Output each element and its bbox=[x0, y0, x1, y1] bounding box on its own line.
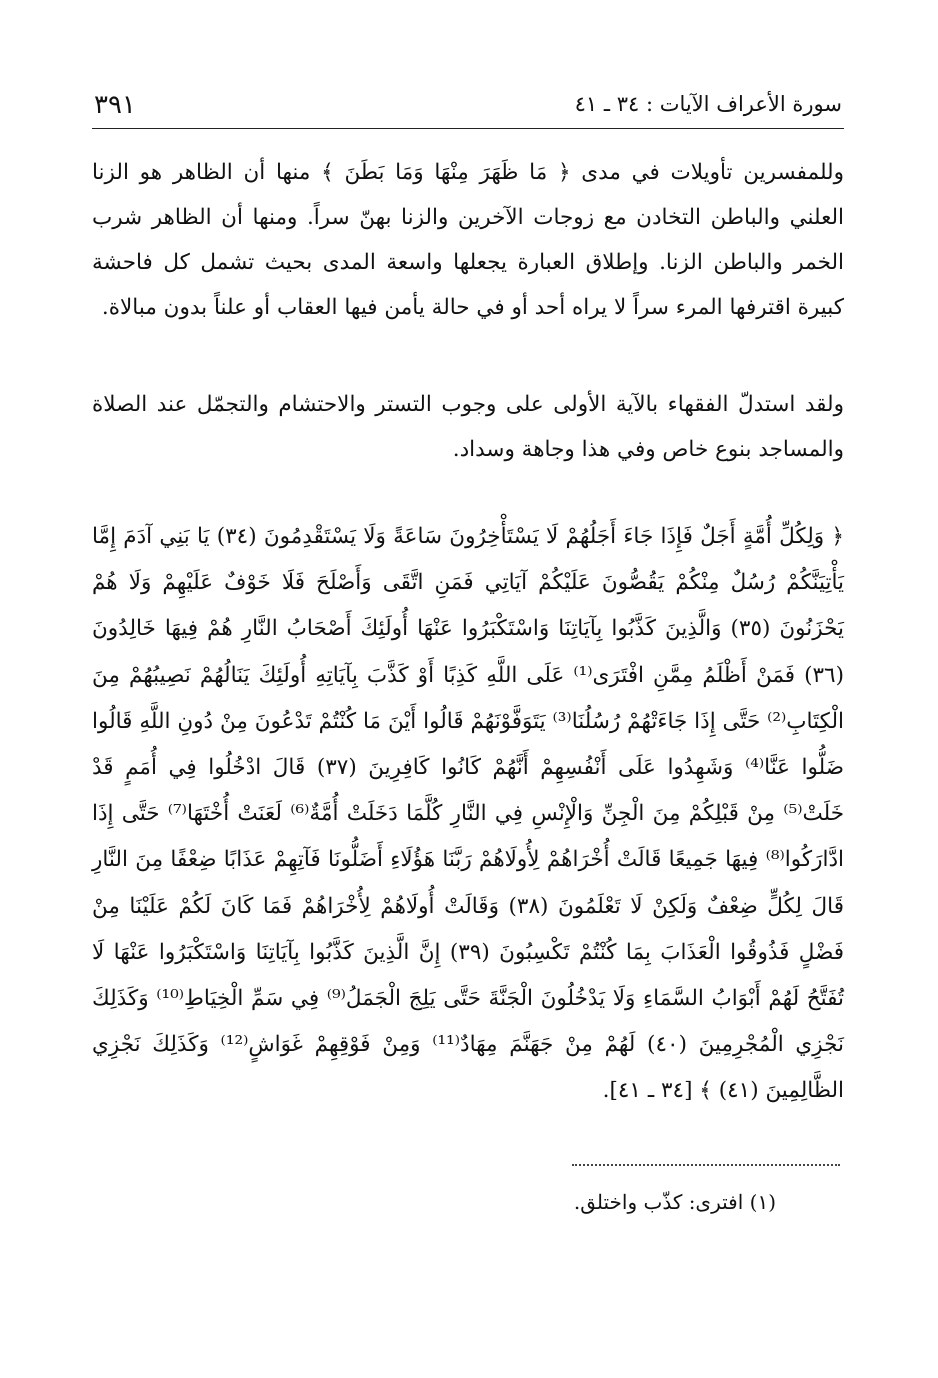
footnote-divider bbox=[572, 1164, 840, 1166]
running-title: سورة الأعراف الآيات : ٣٤ ـ ٤١ bbox=[574, 92, 842, 116]
footnote-1: (١) افترى: كذّب واختلق. bbox=[573, 1190, 776, 1214]
page-number: ٣٩١ bbox=[94, 90, 136, 120]
page-header bbox=[92, 88, 844, 129]
quran-verses-block: ﴿ وَلِكُلِّ أُمَّةٍ أَجَلٌ فَإِذَا جَاءَ أَجَلُهُمْ لَا يَسْتَأْخِرُونَ سَاعَةً وَلَا يَسْتَقْدِمُونَ (٣٤) يَا بَنِي آدَمَ إِمَّا يَأْتِيَنَّكُمْ رُسُلٌ مِنْكُمْ يَقُصُّونَ عَلَيْكُمْ آيَاتِي فَمَنِ اتَّقَى وَأَصْلَحَ فَلَا خَوْفٌ عَلَيْهِمْ وَلَا هُمْ يَحْزَنُونَ (٣٥) وَالَّذِينَ كَذَّبُوا بِآيَاتِنَا وَاسْتَكْبَرُوا عَنْهَا أُولَئِكَ أَصْحَابُ النَّارِ هُمْ فِيهَا خَالِدُونَ (٣٦) فَمَنْ أَظْلَمُ مِمَّنِ افْتَرَى⁽¹⁾ عَلَى اللَّهِ كَذِبًا أَوْ كَذَّبَ بِآيَاتِهِ أُولَئِكَ يَنَالُهُمْ نَصِيبُهُمْ مِنَ الْكِتَابِ⁽²⁾ حَتَّى إِذَا جَاءَتْهُمْ رُسُلُنَا⁽³⁾ يَتَوَفَّوْنَهُمْ قَالُوا أَيْنَ مَا كُنْتُمْ تَدْعُونَ مِنْ دُونِ اللَّهِ قَالُوا ضَلُّوا عَنَّا⁽⁴⁾ وَشَهِدُوا عَلَى أَنْفُسِهِمْ أَنَّهُمْ كَانُوا كَافِرِينَ (٣٧) قَالَ ادْخُلُوا فِي أُمَمٍ قَدْ خَلَتْ⁽⁵⁾ مِنْ قَبْلِكُمْ مِنَ الْجِنِّ وَالْإِنْسِ فِي النَّارِ كُلَّمَا دَخَلَتْ أُمَّةٌ⁽⁶⁾ لَعَنَتْ أُخْتَهَا⁽⁷⁾ حَتَّى إِذَا ادَّارَكُوا⁽⁸⁾ فِيهَا جَمِيعًا قَالَتْ أُخْرَاهُمْ لِأُولَاهُمْ رَبَّنَا هَؤُلَاءِ أَضَلُّونَا فَآتِهِمْ عَذَابًا ضِعْفًا مِنَ النَّارِ قَالَ لِكُلٍّ ضِعْفٌ وَلَكِنْ لَا تَعْلَمُونَ (٣٨) وَقَالَتْ أُولَاهُمْ لِأُخْرَاهُمْ فَمَا كَانَ لَكُمْ عَلَيْنَا مِنْ فَضْلٍ فَذُوقُوا الْعَذَابَ بِمَا كُنْتُمْ تَكْسِبُونَ (٣٩) إِنَّ الَّذِينَ كَذَّبُوا بِآيَاتِنَا وَاسْتَكْبَرُوا عَنْهَا لَا تُفَتَّحُ لَهُمْ أَبْوَابُ السَّمَاءِ وَلَا يَدْخُلُونَ الْجَنَّةَ حَتَّى يَلِجَ الْجَمَلُ⁽⁹⁾ فِي سَمِّ الْخِيَاطِ⁽¹⁰⁾ وَكَذَلِكَ نَجْزِي الْمُجْرِمِينَ (٤٠) لَهُمْ مِنْ جَهَنَّمَ مِهَادٌ⁽¹¹⁾ وَمِنْ فَوْقِهِمْ غَوَاشٍ⁽¹²⁾ وَكَذَلِكَ نَجْزِي الظَّالِمِينَ (٤١) ﴾ [٣٤ ـ ٤١]. bbox=[92, 524, 845, 1104]
commentary-paragraph-2: ولقد استدلّ الفقهاء بالآية الأولى على وجوب التستر والاحتشام والتجمّل عند الصلاة والمساجد بنوع خاص وفي هذا وجاهة وسداد. bbox=[92, 392, 844, 462]
commentary-paragraph-1: وللمفسرين تأويلات في مدى ﴿ مَا ظَهَرَ مِنْهَا وَمَا بَطَنَ ﴾ منها أن الظاهر هو الزنا العلني والباطن التخادن مع زوجات الآخرين والزنا بهنّ سراً. ومنها أن الظاهر شرب الخمر والباطن الزنا. وإطلاق العبارة يجعلها واسعة المدى بحيث تشمل كل فاحشة كبيرة اقترفها المرء سراً لا يراه أحد أو في حالة يأمن فيها العقاب أو علناً بدون مبالاة. bbox=[92, 160, 844, 320]
